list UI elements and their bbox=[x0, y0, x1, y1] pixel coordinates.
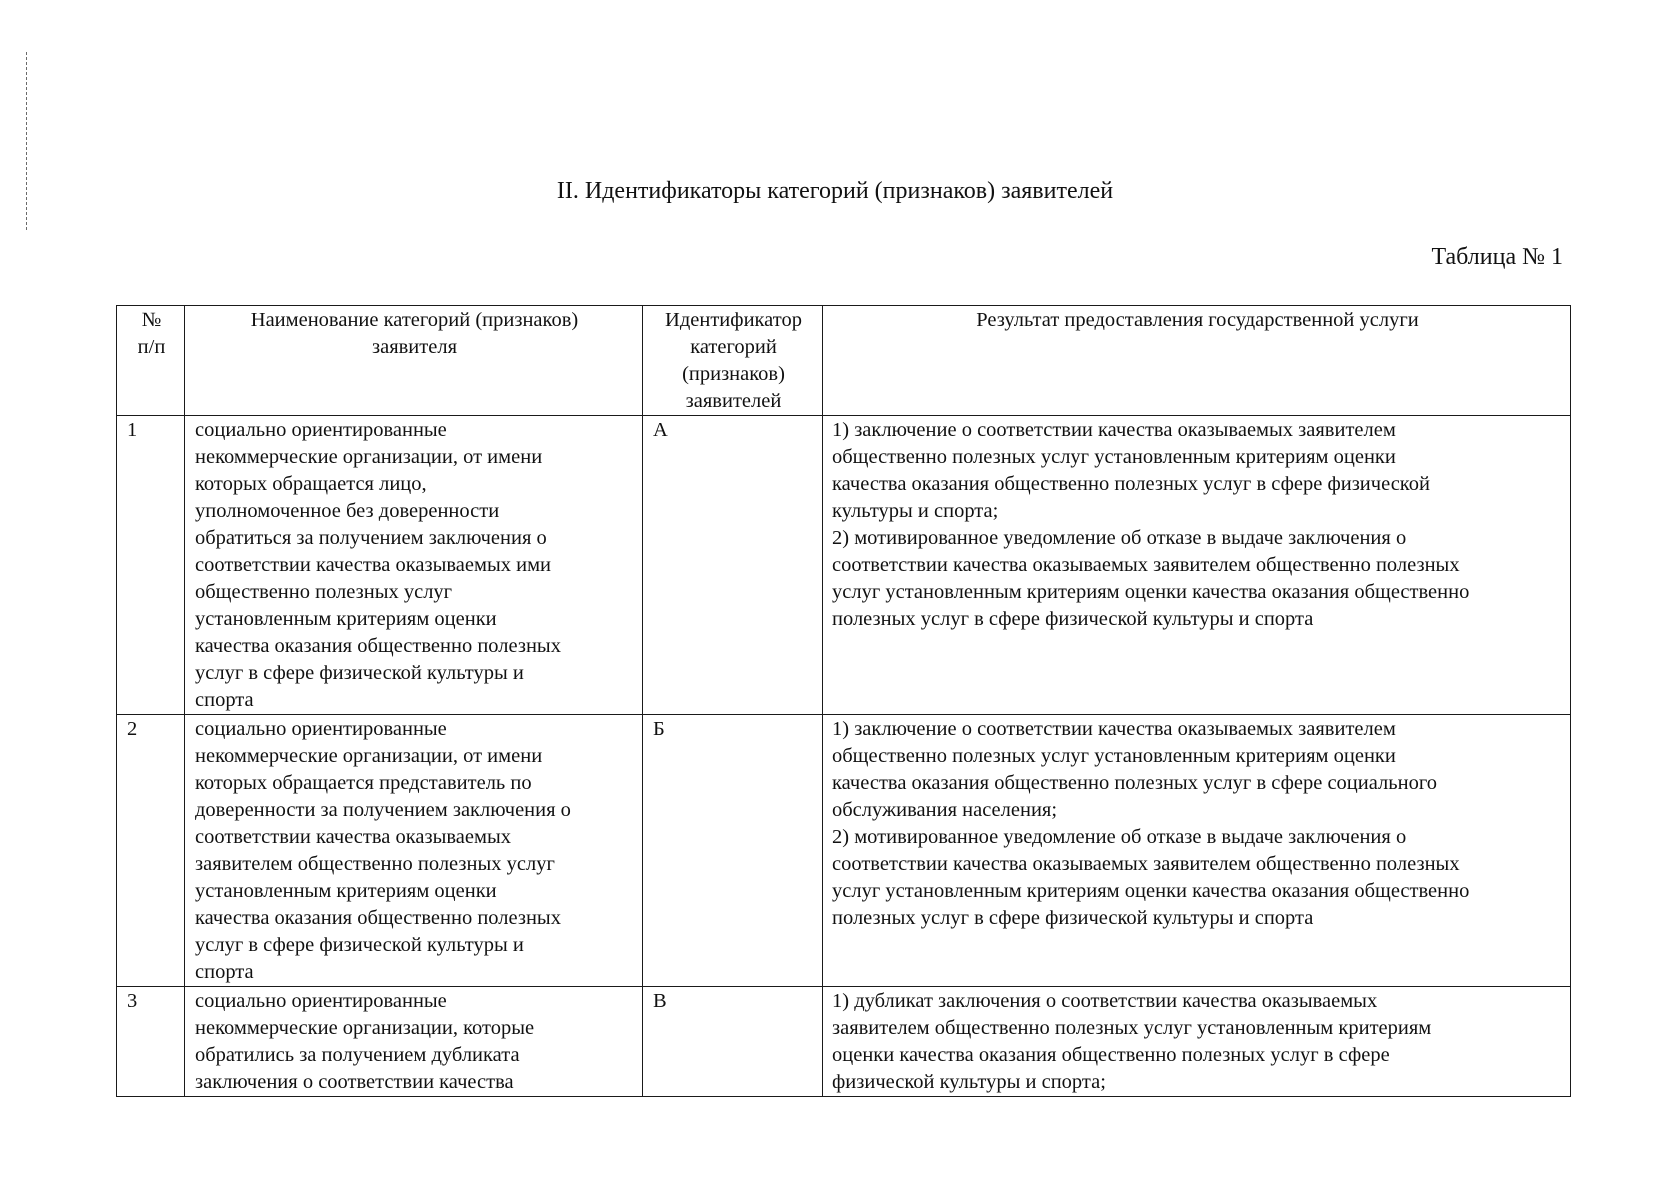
table-row bbox=[117, 987, 1571, 1097]
section-title: II. Идентификаторы категорий (признаков) заявителей bbox=[556, 178, 1114, 204]
row-number: 3 bbox=[117, 987, 185, 1097]
row-category: социально ориентированные некоммерческие организации, от имени которых обращается представитель по доверенности за получением заключения о соответствии качества оказываемых заявителем общественно полезных услуг установленным критериям оценки качества оказания общественно полезных услуг в сфере физической культуры и спорта bbox=[185, 715, 643, 987]
header-result: Результат предоставления государственной услуги bbox=[823, 306, 1571, 416]
row-number: 1 bbox=[117, 416, 185, 715]
row-identifier: В bbox=[643, 987, 823, 1097]
table-label: Таблица № 1 bbox=[1431, 244, 1563, 270]
row-number: 2 bbox=[117, 715, 185, 987]
applicant-categories-table bbox=[116, 305, 1571, 1097]
row-category: социально ориентированные некоммерческие организации, от имени которых обращается лицо, уполномоченное без доверенности обратиться за получением заключения о соответствии качества оказываемых ими общественно полезных услуг установленным критериям оценки качества оказания общественно полезных услуг в сфере физической культуры и спорта bbox=[185, 416, 643, 715]
table-row bbox=[117, 416, 1571, 715]
row-identifier: Б bbox=[643, 715, 823, 987]
header-number: № п/п bbox=[117, 306, 185, 416]
header-category-name: Наименование категорий (признаков) заявителя bbox=[185, 306, 643, 416]
row-identifier: А bbox=[643, 416, 823, 715]
header-identifier: Идентификатор категорий (признаков) заявителей bbox=[643, 306, 823, 416]
table-header-row bbox=[117, 306, 1571, 416]
row-result: 1) заключение о соответствии качества оказываемых заявителем общественно полезных услуг установленным критериям оценки качества оказания общественно полезных услуг в сфере социального обслуживания населения; 2) мотивированное уведомление об отказе в выдаче заключения о соответствии качества оказываемых заявителем общественно полезных услуг установленным критериям оценки качества оказания общественно полезных услуг в сфере физической культуры и спорта bbox=[823, 715, 1571, 987]
row-category: социально ориентированные некоммерческие организации, которые обратились за получением дубликата заключения о соответствии качества bbox=[185, 987, 643, 1097]
row-result: 1) заключение о соответствии качества оказываемых заявителем общественно полезных услуг установленным критериям оценки качества оказания общественно полезных услуг в сфере физической культуры и спорта; 2) мотивированное уведомление об отказе в выдаче заключения о соответствии качества оказываемых заявителем общественно полезных услуг установленным критериям оценки качества оказания общественно полезных услуг в сфере физической культуры и спорта bbox=[823, 416, 1571, 715]
table-row bbox=[117, 715, 1571, 987]
row-result: 1) дубликат заключения о соответствии качества оказываемых заявителем общественно полезных услуг установленным критериям оценки качества оказания общественно полезных услуг в сфере физической культуры и спорта; bbox=[823, 987, 1571, 1097]
